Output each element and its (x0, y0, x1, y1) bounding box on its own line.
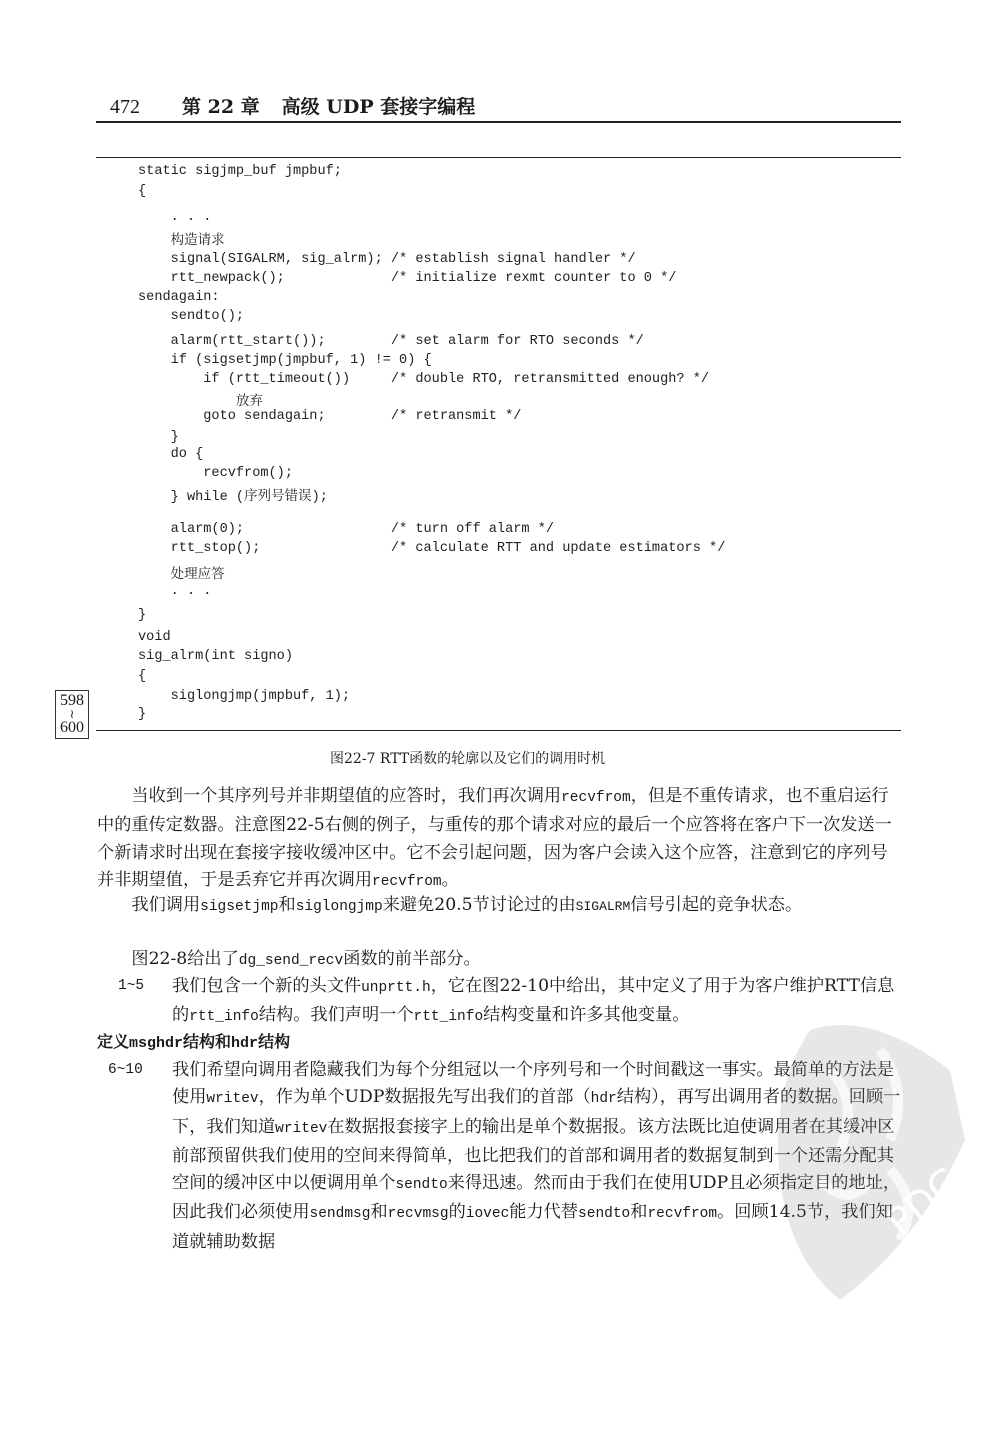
code-line: alarm(0); /* turn off alarm */ (138, 522, 555, 537)
code-line: signal(SIGALRM, sig_alrm); /* establish signal handler */ (138, 252, 636, 267)
text: ，作为单个UDP数据报先写出我们的首部（ (258, 1087, 591, 1108)
text: 结构。我们声明一个 (258, 1005, 414, 1026)
paragraph-5 (172, 1057, 902, 1256)
text: 函数的前半部分。 (343, 949, 481, 969)
text: 的 (448, 1202, 466, 1223)
code-line: if (rtt_timeout()) /* double RTO, retransmitted enough? */ (138, 372, 710, 387)
code-term: iovec (465, 1206, 510, 1223)
header-rule (96, 121, 901, 123)
text: ，但是不重传请求，也不重启运行中的重传定数器。注意图22-5右侧的例子，与重传的那个请求对应的最后一个应答将在客户下一次发送一个新请求时出现在套接字接收缓冲区中。它不会引起问题，因为客户会读入这个应答，注意到它的序列号并非期望值，于是丢弃它并再次调用 (97, 786, 892, 890)
text: 结构 (258, 1032, 291, 1051)
code-line: sendto(); (138, 309, 245, 324)
code-line: rtt_stop(); /* calculate RTT and update estimators */ (138, 541, 726, 556)
page-number: 472 (110, 96, 140, 118)
code-term: rtt_info (189, 1009, 259, 1026)
section-subheading (97, 1029, 290, 1052)
code-line: } (138, 707, 147, 722)
text: 当收到一个其序列号并非期望值的应答时，我们再次调用 (131, 786, 562, 806)
code-term: sendto (395, 1177, 448, 1194)
code-term: unprtt.h (361, 980, 431, 996)
chapter-label: 第 22 章 (182, 96, 260, 118)
chapter-title: 高级 UDP 套接字编程 (281, 96, 476, 118)
running-header (110, 92, 475, 119)
code-term: sigsetjmp (200, 899, 279, 915)
paragraph-2 (97, 892, 902, 921)
code-term: recvfrom (561, 790, 631, 806)
paragraph-3 (97, 946, 902, 975)
code-line: 放弃 (235, 393, 263, 409)
code-line: . . . (138, 584, 212, 599)
code-term: recvfrom (647, 1206, 718, 1223)
margin-page-range-mark: ≀ (69, 707, 75, 721)
margin-page-end: 600 (60, 719, 84, 736)
text: 和 (630, 1202, 648, 1223)
code-term: hdr (231, 1035, 259, 1052)
code-line: { (138, 669, 147, 684)
code-term: sendto (578, 1206, 631, 1223)
code-line: if (sigsetjmp(jmpbuf, 1) != 0) { (138, 353, 432, 368)
code-line: sendagain: (138, 290, 220, 305)
text: 我们包含一个新的头文件 (172, 976, 362, 996)
code-term: recvmsg (387, 1206, 449, 1223)
code-line: alarm(rtt_start()); /* set alarm for RTO seconds */ (138, 334, 644, 349)
code-line: { (138, 184, 147, 199)
text: 图22-8给出了 (131, 949, 239, 969)
figure-top-rule (96, 157, 901, 158)
code-line: sig_alrm(int signo) (138, 649, 293, 664)
line-range-label: 6~10 (108, 1062, 143, 1078)
code-term: SIGALRM (575, 899, 631, 914)
text: 结构变量和许多其他变量。 (483, 1005, 690, 1026)
code-line: } (138, 430, 179, 445)
code-term: sendmsg (309, 1206, 371, 1223)
text: 。 (441, 869, 459, 890)
code-line: rtt_newpack(); /* initialize rexmt counter to 0 */ (138, 271, 677, 286)
text: 。回顾14.5节，我们知道就辅助数据 (172, 1202, 893, 1252)
code-term: hdr (590, 1091, 617, 1108)
code-line: } while (序列号错误); (138, 488, 328, 505)
text: 能力代替 (509, 1202, 579, 1223)
text: 结构），再写出调用者的数据。回顾一下，我们知道 (172, 1087, 901, 1137)
margin-page-start: 598 (60, 692, 84, 709)
figure-bottom-rule (96, 730, 901, 731)
code-line: do { (138, 447, 204, 462)
code-term: writev (275, 1120, 328, 1137)
text: 我们希望向调用者隐藏我们为每个分组冠以一个序列号和一个时间戳这一事实。最简单的方法是使用 (172, 1060, 894, 1108)
text: 来得迅速。然而由于我们在使用UDP且必须指定目的地址，因此我们必须使用 (172, 1173, 901, 1223)
code-term: msghdr (129, 1035, 184, 1052)
code-line: recvfrom(); (138, 466, 293, 481)
text: 和 (278, 895, 296, 915)
text: 我们调用 (131, 895, 201, 915)
text: 和 (370, 1202, 388, 1223)
text: 结构和 (183, 1032, 232, 1051)
text: 来避免20.5节讨论过的由 (382, 895, 576, 915)
watermark-text: PDG (877, 1158, 969, 1245)
code-line: goto sendagain; /* retransmit */ (138, 409, 522, 424)
code-line: void (138, 630, 171, 645)
text: 定义 (97, 1032, 130, 1051)
code-line: 构造请求 (170, 232, 225, 248)
figure-caption: 图22-7 RTT函数的轮廓以及它们的调用时机 (330, 751, 606, 767)
code-line: siglongjmp(jmpbuf, 1); (138, 689, 351, 704)
code-line: static sigjmp_buf jmpbuf; (138, 164, 342, 179)
code-term: siglongjmp (295, 899, 383, 915)
text: 信号引起的竞争状态。 (630, 895, 803, 915)
code-line: } (138, 608, 147, 623)
text: 在数据报套接字上的输出是单个数据报。该方法既比迫使调用者在其缓冲区前部预留供我们使用的空间来得简单，也比把我们的首部和调用者的数据复制到一个还需分配其空间的缓冲区中以便调用单个 (172, 1116, 895, 1194)
code-term: dg_send_recv (238, 953, 344, 969)
code-term: recvfrom (372, 873, 442, 890)
paragraph-1 (97, 783, 902, 896)
paragraph-4 (172, 973, 902, 1032)
line-range-label: 1~5 (118, 978, 145, 994)
code-term: rtt_info (413, 1009, 484, 1026)
margin-page-ref (55, 690, 89, 739)
code-term: writev (206, 1091, 259, 1108)
text: ，它在图22-10中给出，其中定义了用于为客户维护RTT信息的 (172, 976, 895, 1026)
code-line: . . . (138, 210, 212, 225)
code-line: 处理应答 (170, 566, 225, 582)
